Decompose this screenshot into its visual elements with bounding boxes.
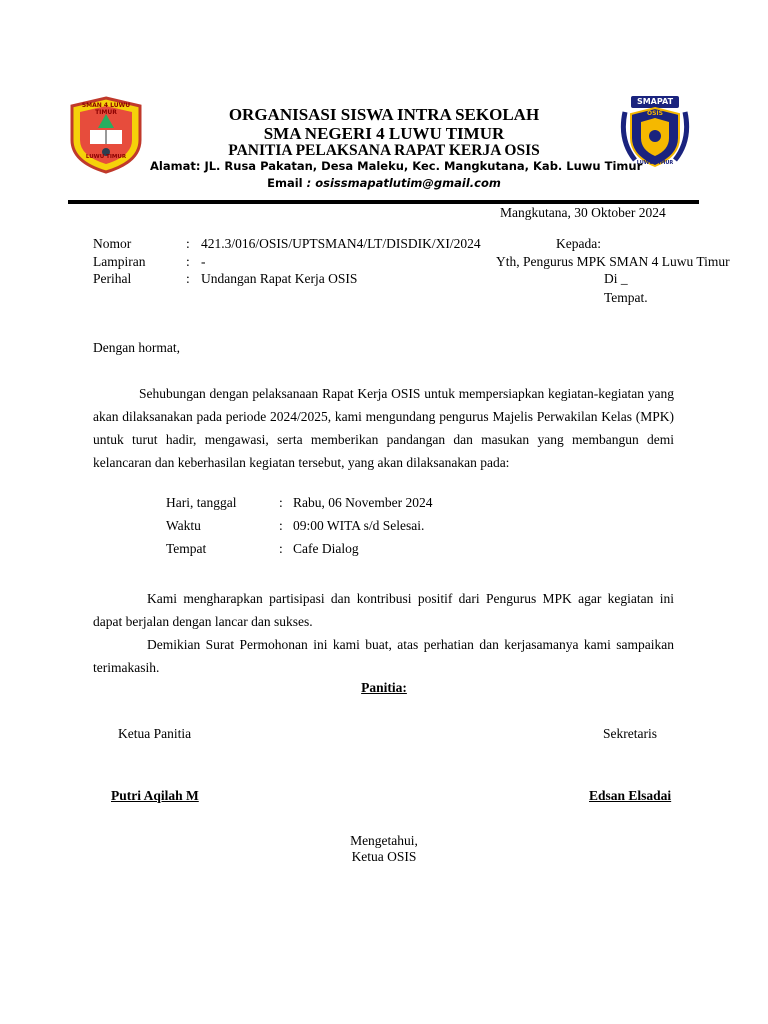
- header-divider: [68, 200, 699, 204]
- email-value: : osissmapatlutim@gmail.com: [306, 176, 501, 190]
- committee-name: PANITIA PELAKSANA RAPAT KERJA OSIS: [228, 142, 540, 159]
- detail-day-colon: :: [279, 495, 283, 510]
- logo-left-top-text: SMAN 4 LUWU TIMUR: [81, 102, 131, 116]
- recipient-yth: Yth, Pengurus MPK SMAN 4 Luwu Timur: [496, 254, 730, 269]
- greeting: Dengan hormat,: [93, 340, 180, 355]
- nomor-label: Nomor: [93, 236, 132, 251]
- perihal-value: Undangan Rapat Kerja OSIS: [201, 271, 358, 286]
- recipient-tempat: Tempat.: [604, 290, 648, 305]
- detail-place-colon: :: [279, 541, 283, 556]
- email-line: [150, 176, 618, 190]
- detail-place-label: Tempat: [166, 541, 207, 556]
- school-logo: [66, 96, 146, 174]
- paragraph-intro: Sehubungan dengan pelaksanaan Rapat Kerja OSIS untuk mempersiapkan kegiatan-kegiatan yang akan dilaksanakan pada periode 2024/2025, kami mengundang pengurus Majelis Perwakilan Kelas (MPK) untuk turut hadir, mengawasi, serta memberikan pandangan dan masukan yang membangun demi kelancaran dan keberhasilan kegiatan tersebut, yang akan dilaksanakan pada:: [93, 386, 674, 470]
- perihal-label: Perihal: [93, 271, 132, 286]
- lampiran-value: -: [201, 254, 206, 269]
- org-name: ORGANISASI SISWA INTRA SEKOLAH: [228, 105, 540, 124]
- logo-right-mid-text: OSIS: [647, 110, 663, 117]
- left-signer-role: Ketua Panitia: [118, 726, 192, 741]
- address: Alamat: JL. Rusa Pakatan, Desa Maleku, Kec. Mangkutana, Kab. Luwu Timur: [150, 159, 643, 173]
- detail-time-value: 09:00 WITA s/d Selesai.: [293, 518, 425, 533]
- nomor-colon: :: [186, 236, 190, 251]
- acknowledged-label: Mengetahui,: [350, 833, 418, 848]
- detail-place-value: Cafe Dialog: [293, 541, 359, 556]
- logo-right-top-text: SMAPAT: [636, 97, 674, 106]
- lampiran-colon: :: [186, 254, 190, 269]
- panitia-title: Panitia:: [361, 680, 407, 695]
- perihal-colon: :: [186, 271, 190, 286]
- right-signer-role: Sekretaris: [603, 726, 657, 741]
- paragraph-hope: Kami mengharapkan partisipasi dan kontribusi positif dari Pengurus MPK agar kegiatan ini dapat berjalan dengan lancar dan sukses.: [93, 591, 674, 629]
- osis-chair-label: Ketua OSIS: [351, 849, 417, 864]
- detail-day-label: Hari, tanggal: [166, 495, 237, 510]
- recipient-di: Di _: [604, 271, 628, 286]
- lampiran-label: Lampiran: [93, 254, 146, 269]
- detail-day-value: Rabu, 06 November 2024: [293, 495, 433, 510]
- right-signer-name: Edsan Elsadai: [589, 788, 672, 803]
- school-name: SMA NEGERI 4 LUWU TIMUR: [263, 124, 505, 143]
- letter-date: Mangkutana, 30 Oktober 2024: [500, 205, 666, 220]
- recipient-kepada: Kepada:: [556, 236, 601, 251]
- left-signer-name: Putri Aqilah M: [111, 788, 199, 803]
- nomor-value: 421.3/016/OSIS/UPTSMAN4/LT/DISDIK/XI/2024: [201, 236, 481, 251]
- detail-time-colon: :: [279, 518, 283, 533]
- email-label: Email: [267, 176, 307, 190]
- logo-right-bottom-text: LUWU TIMUR: [636, 160, 674, 166]
- logo-left-bottom-text: LUWU TIMUR: [85, 154, 127, 160]
- paragraph-closing: Demikian Surat Permohonan ini kami buat, atas perhatian dan kerjasamanya kami sampaikan terimakasih.: [93, 637, 674, 675]
- detail-time-label: Waktu: [166, 518, 201, 533]
